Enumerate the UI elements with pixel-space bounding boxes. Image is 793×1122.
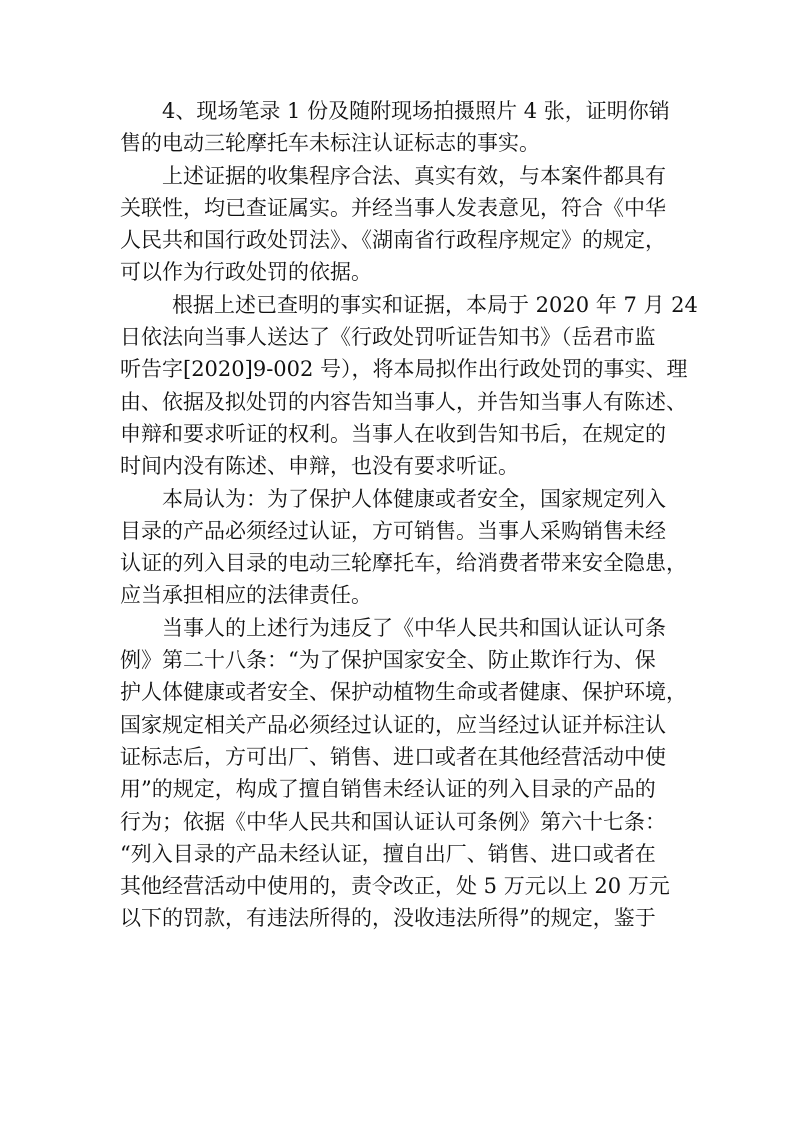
text-line: 用”的规定，构成了擅自销售未经认证的列入目录的产品的 xyxy=(120,777,656,802)
text-line: 应当承担相应的法律责任。 xyxy=(120,583,372,608)
text-line: 例》第二十八条：“为了保护国家安全、防止欺诈行为、保 xyxy=(120,648,656,673)
text-line: 时间内没有陈述、申辩，也没有要求听证。 xyxy=(120,454,519,479)
text-line: 护人体健康或者安全、保护动植物生命或者健康、保护环境， xyxy=(120,680,687,705)
text-line: 上述证据的收集程序合法、真实有效，与本案件都具有 xyxy=(162,163,666,188)
text-line: 国家规定相关产品必须经过认证的，应当经过认证并标注认 xyxy=(120,712,666,737)
text-line: 申辩和要求听证的权利。当事人在收到告知书后，在规定的 xyxy=(120,421,666,446)
text-line: 4、现场笔录 1 份及随附现场拍摄照片 4 张，证明你销 xyxy=(162,99,670,123)
text-line: 以下的罚款，有违法所得的，没收违法所得”的规定，鉴于 xyxy=(120,906,656,931)
text-line: 其他经营活动中使用的，责令改正，处 5 万元以上 20 万元 xyxy=(120,874,670,899)
text-line: “列入目录的产品未经认证，擅自出厂、销售、进口或者在 xyxy=(120,841,656,866)
text-line: 本局认为：为了保护人体健康或者安全，国家规定列入 xyxy=(162,486,666,511)
text-line: 当事人的上述行为违反了《中华人民共和国认证认可条 xyxy=(162,615,666,640)
text-line: 人民共和国行政处罚法》、《湖南省行政程序规定》的规定， xyxy=(120,228,666,253)
text-line: 售的电动三轮摩托车未标注认证标志的事实。 xyxy=(120,131,540,156)
text-line: 可以作为行政处罚的依据。 xyxy=(120,260,372,285)
document-body xyxy=(120,95,698,935)
text-line: 目录的产品必须经过认证，方可销售。当事人采购销售未经 xyxy=(120,518,666,543)
text-line: 行为；依据《中华人民共和国认证认可条例》第六十七条： xyxy=(120,809,666,834)
text-line: 听告字[2020]9-002 号），将本局拟作出行政处罚的事实、理 xyxy=(120,357,688,382)
text-line: 关联性，均已查证属实。并经当事人发表意见，符合《中华 xyxy=(120,195,666,220)
text-line: 根据上述已查明的事实和证据，本局于 2020 年 7 月 24 xyxy=(172,292,698,317)
text-line: 由、依据及拟处罚的内容告知当事人，并告知当事人有陈述、 xyxy=(120,389,687,414)
text-line: 认证的列入目录的电动三轮摩托车，给消费者带来安全隐患， xyxy=(120,551,687,576)
text-line: 日依法向当事人送达了《行政处罚听证告知书》（岳君市监 xyxy=(120,325,656,350)
text-line: 证标志后，方可出厂、销售、进口或者在其他经营活动中使 xyxy=(120,744,666,769)
